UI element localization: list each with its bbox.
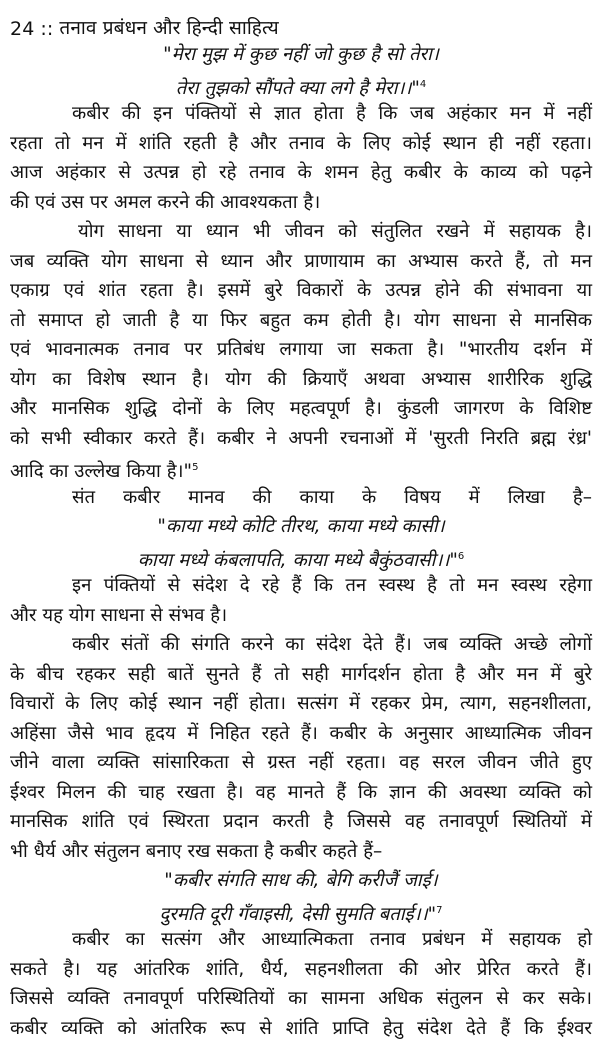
text-line xyxy=(10,247,592,277)
text-line xyxy=(10,660,592,690)
line-text: इन पंक्तियों से संदेश दे रहे हैं कि तन स्वस्थ है तो मन स्वस्थ रहेगा xyxy=(72,575,592,596)
line-text: "काया मध्ये कोटि तीरथ, काया मध्ये कासी। xyxy=(157,516,445,537)
line-text: दुरमति दूरी गँवाइसी, देसी सुमति बताई।।" xyxy=(159,903,437,925)
line-text: योग का विशेष स्थान है। योग की क्रियाएँ अथवा अभ्यास शारीरिक शुद्धि xyxy=(10,368,592,390)
line-text: कबीर की इन पंक्तियों से ज्ञात होता है कि जब अहंकार मन में नहीं xyxy=(72,103,592,124)
line-text: ईश्वर मिलन की चाह रखता है। वह मानते हैं कि ज्ञान की अवस्था व्यक्ति को xyxy=(10,781,592,803)
verse-line xyxy=(10,40,592,70)
text-line xyxy=(10,217,592,247)
text-line xyxy=(10,601,592,631)
header-separator: :: xyxy=(40,18,54,40)
line-text: "मेरा मुझ में कुछ नहीं जो कुछ है सो तेरा। xyxy=(163,44,439,65)
line-text: को सभी स्वीकार करते हैं। कबीर ने अपनी रचनाओं में 'सुरती निरति ब्रह्म रंध्र' xyxy=(10,427,592,449)
line-text: तेरा तुझको सौंपते क्या लगे है मेरा।।" xyxy=(175,77,420,99)
text-line xyxy=(10,276,592,306)
text-line xyxy=(10,365,592,395)
line-text: कबीर व्यक्ति को आंतरिक रूप से शांति प्राप्ति हेतु संदेश देते हैं कि ईश्वर xyxy=(10,1017,592,1039)
line-text: जीने वाला व्यक्ति सांसारिकता से ग्रस्त नहीं रहता। वह सरल जीवन जीते हुए xyxy=(10,752,592,773)
line-text: और मानसिक शुद्धि दोनों के लिए महत्वपूर्ण है। कुंडली जागरण के विशिष्ट xyxy=(10,398,592,419)
verse-line xyxy=(10,70,592,100)
text-line xyxy=(10,394,592,424)
text-line xyxy=(10,158,592,188)
verse-line xyxy=(10,512,592,542)
page-number: 24 xyxy=(10,18,35,40)
text-line xyxy=(10,955,592,985)
text-line xyxy=(10,424,592,454)
line-text: भी धैर्य और संतुलन बनाए रख सकता है कबीर कहते हैं– xyxy=(10,840,383,862)
line-text: सकते है। यह आंतरिक शांति, धैर्य, सहनशीलता की ओर प्रेरित करते हैं। xyxy=(10,958,592,980)
line-text: एकाग्र एवं शांत रहता है। इसमें बुरे विकारों के उत्पन्न होने की संभावना या xyxy=(10,280,592,301)
text-line xyxy=(10,837,592,867)
text-line xyxy=(10,689,592,719)
footnote-marker: 7 xyxy=(436,904,443,916)
line-text: "कबीर संगति साध की, बेगि करीजैं जाई। xyxy=(164,870,438,891)
line-text: जब व्यक्ति योग साधना से ध्यान और प्राणायाम का अभ्यास करते हैं, तो मन xyxy=(10,250,592,272)
text-line xyxy=(10,1014,592,1044)
text-line xyxy=(10,306,592,336)
line-text: रहता तो मन में शांति रहती है और तनाव के लिए कोई स्थान ही नहीं रहता। xyxy=(10,132,592,154)
line-text: कबीर का सत्संग और आध्यात्मिकता तनाव प्रबंधन में सहायक हो xyxy=(72,929,592,950)
running-title: तनाव प्रबंधन और हिन्दी साहित्य xyxy=(59,17,279,39)
line-text: की एवं उस पर अमल करने की आवश्यकता है। xyxy=(10,191,321,213)
line-text: कबीर संतों की संगति करने का संदेश देते हैं। जब व्यक्ति अच्छे लोगों xyxy=(72,634,592,655)
footnote-marker: 5 xyxy=(192,462,199,473)
line-text: काया मध्ये कंबलापति, काया मध्ये बैकुंठवासी।।" xyxy=(137,549,458,571)
line-text: संत कबीर मानव की काया के विषय में लिखा है– xyxy=(72,486,592,508)
verse-line xyxy=(10,542,592,572)
line-text: योग साधना या ध्यान भी जीवन को संतुलित रखने में सहायक है। xyxy=(78,221,592,242)
text-line xyxy=(10,129,592,159)
line-text: के बीच रहकर सही बातें सुनते हैं तो सही मार्गदर्शन होता है और मन में बुरे xyxy=(10,663,592,685)
body-text xyxy=(10,40,592,1043)
line-text: जिससे व्यक्ति तनावपूर्ण परिस्थितियों का सामना अधिक संतुलन से कर सके। xyxy=(10,988,592,1009)
line-text: और यह योग साधना से संभव है। xyxy=(10,604,228,626)
text-line xyxy=(10,807,592,837)
text-line xyxy=(10,778,592,808)
verse-line xyxy=(10,896,592,926)
footnote-marker: 4 xyxy=(419,78,427,90)
line-text: मानसिक शांति एवं स्थिरता प्रदान करती है जिससे वह तनावपूर्ण स्थितियों में xyxy=(10,811,592,832)
text-line xyxy=(10,925,592,955)
line-text: एवं भावनात्मक तनाव पर प्रतिबंध लगाया जा सकता है। "भारतीय दर्शन में xyxy=(10,339,592,360)
text-line xyxy=(10,984,592,1014)
line-text: तो समाप्त हो जाती है या फिर बहुत कम होती है। योग साधना से मानसिक xyxy=(10,309,592,331)
line-text: आदि का उल्लेख किया है।" xyxy=(10,461,193,483)
page-header xyxy=(10,0,592,40)
text-line xyxy=(10,571,592,601)
text-line xyxy=(10,99,592,129)
line-text: आज अहंकार से उत्पन्न हो रहे तनाव के शमन हेतु कबीर के काव्य को पढ़ने xyxy=(10,162,592,183)
verse-line xyxy=(10,866,592,896)
text-line xyxy=(10,188,592,218)
text-line xyxy=(10,453,592,483)
footnote-marker: 6 xyxy=(457,550,465,562)
text-line xyxy=(10,483,592,513)
line-text: विचारों के लिए कोई स्थान नहीं होता। सत्संग में रहकर प्रेम, त्याग, सहनशीलता, xyxy=(10,693,592,714)
text-line xyxy=(10,719,592,749)
text-line xyxy=(10,748,592,778)
line-text: अहिंसा जैसे भाव हृदय में निहित रहते हैं। कबीर के अनुसार आध्यात्मिक जीवन xyxy=(10,722,592,744)
text-line xyxy=(10,630,592,660)
text-line xyxy=(10,335,592,365)
